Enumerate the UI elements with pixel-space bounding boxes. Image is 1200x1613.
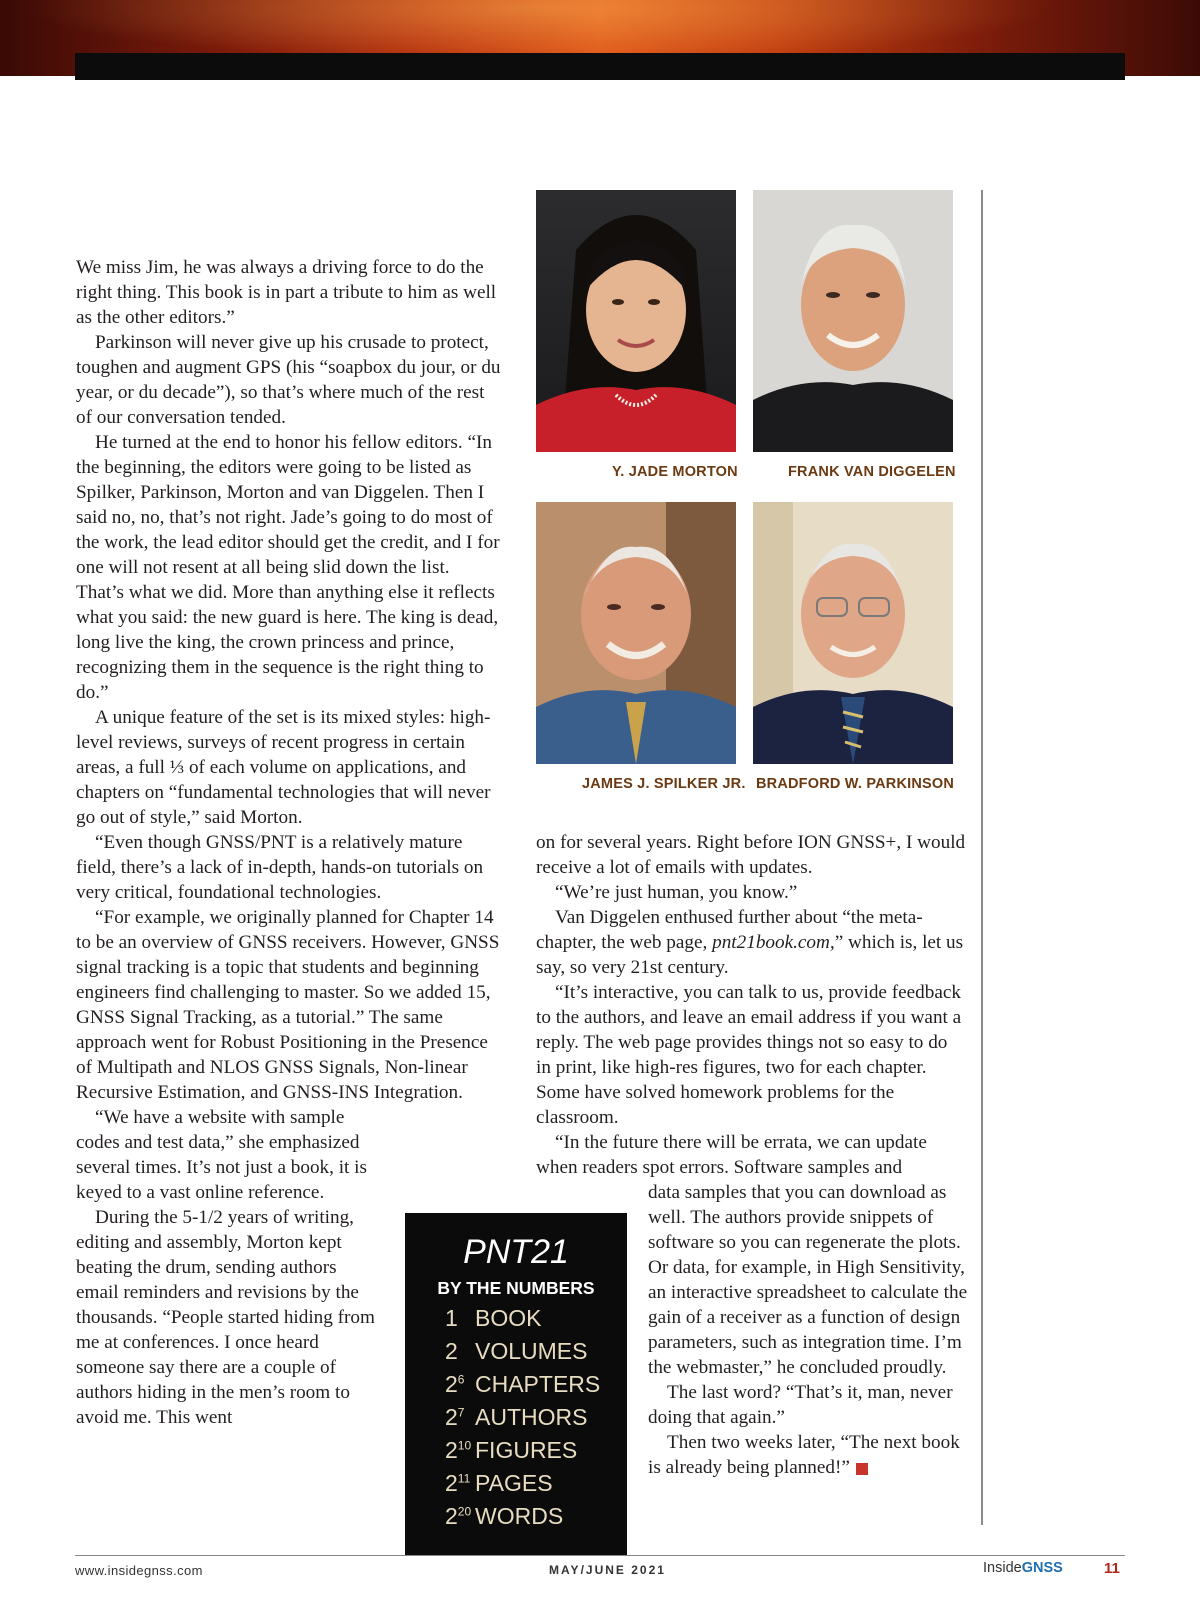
paragraph: data samples that you can download as well. The authors provide snippets of software so you can regenerate the plots. Or data, for example, in High Sensitivity, an interactive spreadsheet to calculate the gain of a receiver as a function of design parameters, such as integration time. I’m the webmaster,” he concluded proudly.	[648, 1182, 968, 1378]
pnt21-numbers-box	[405, 1213, 627, 1555]
paragraph: “We’re just human, you know.”	[555, 882, 798, 903]
article-column-3	[648, 1180, 968, 1480]
page-number: 11	[1104, 1560, 1120, 1577]
stat-exponent: 20	[457, 1504, 472, 1519]
paragraph: Parkinson will never give up his crusade to protect, toughen and augment GPS (his “soapbox du jour, or du year, or du decade”), so that’s where much of the rest of our conversation tended.	[76, 332, 501, 428]
photo-parkinson	[753, 502, 953, 764]
stat-base: 2	[445, 1338, 458, 1364]
stat-chapters	[445, 1371, 600, 1398]
stat-label: PAGES	[475, 1470, 553, 1496]
stat-label: VOLUMES	[475, 1338, 588, 1364]
stat-exponent: 6	[457, 1372, 465, 1387]
photo-van-diggelen	[753, 190, 953, 452]
photo-morton	[536, 190, 736, 452]
caption-parkinson: BRADFORD W. PARKINSON	[756, 776, 955, 792]
paragraph-text: Van Diggelen enthused further about “the meta-chapter, the web page,	[536, 907, 923, 953]
box-title: PNT21	[463, 1233, 569, 1271]
stat-base: 2	[445, 1371, 458, 1397]
caption-morton: Y. JADE MORTON	[612, 464, 738, 480]
stat-exponent: 7	[457, 1405, 465, 1420]
stat-label: FIGURES	[475, 1437, 578, 1463]
box-subtitle: BY THE NUMBERS	[437, 1278, 595, 1298]
paragraph: The last word? “That’s it, man, never doing that again.”	[648, 1382, 953, 1428]
article-column-2	[536, 830, 966, 1180]
paragraph: A unique feature of the set is its mixed styles: high-level reviews, surveys of recent progress in certain areas, a full ⅓ of each volume on applications, and chapters on “fundamental technologies that will never go out of style,” said Morton.	[76, 707, 491, 828]
footer-url[interactable]: www.insidegnss.com	[75, 1563, 203, 1578]
paragraph: “For example, we originally planned for Chapter 14 to be an overview of GNSS receivers. However, GNSS signal tracking is a topic that students and beginning engineers find challenging to master. So we added 15, GNSS Signal Tracking, as a tutorial.” The same approach went for Robust Positioning in the Presence of Multipath and NLOS GNSS Signals, Non-linear Recursive Estimation, and GNSS-INS Integration.	[76, 907, 500, 1103]
footer-issue-date: MAY/JUNE 2021	[549, 1563, 666, 1577]
paragraph: “In the future there will be errata, we can update when readers spot errors. Software samples and	[536, 1132, 927, 1178]
footer-brand-logo	[983, 1560, 1063, 1576]
paragraph: “We have a website with sample codes and test data,” she emphasized several times. It’s not just a book, it is keyed to a vast online reference.	[76, 1107, 367, 1203]
stat-label: CHAPTERS	[475, 1371, 601, 1397]
stat-base: 2	[445, 1503, 458, 1529]
paragraph: on for several years. Right before ION GNSS+, I would receive a lot of emails with updates.	[536, 832, 966, 878]
paragraph: He turned at the end to honor his fellow editors. “In the beginning, the editors were going to be listed as Spilker, Parkinson, Morton and van Diggelen. Then I said no, no, that’s not right. Jade’s going to do most of the work, the lead editor should get the credit, and I for one will not resent at all being slid down the list. That’s what we did. More than anything else it reflects what you said: the new guard is here. The king is dead, long live the king, the crown princess and prince, recognizing them in the sequence is the right thing to do.”	[76, 432, 500, 703]
paragraph: We miss Jim, he was always a driving force to do the right thing. This book is in part a tribute to him as well as the other editors.”	[76, 257, 497, 328]
stat-exponent: 11	[457, 1471, 471, 1486]
footer-rule	[75, 1555, 1125, 1556]
paragraph: “Even though GNSS/PNT is a relatively mature field, there’s a lack of in-depth, hands-on tutorials on very critical, foundational technologies.	[76, 832, 484, 903]
stat-words	[445, 1503, 563, 1530]
stat-pages	[445, 1470, 553, 1497]
stat-base: 2	[445, 1404, 458, 1430]
paragraph	[648, 1430, 968, 1480]
stat-book	[445, 1305, 541, 1332]
header-black-bar	[75, 53, 1125, 80]
caption-spilker: JAMES J. SPILKER JR.	[582, 776, 746, 792]
stat-base: 1	[445, 1305, 458, 1331]
website-link[interactable]: pnt21book.com,	[712, 932, 835, 953]
stat-authors	[445, 1404, 587, 1431]
stat-label: WORDS	[475, 1503, 564, 1529]
end-mark-icon: IG	[856, 1463, 868, 1475]
brand-part: Inside	[983, 1560, 1022, 1576]
paragraph-text: Then two weeks later, “The next book is already being planned!”	[648, 1432, 960, 1478]
paragraph	[536, 905, 966, 980]
stat-figures	[445, 1437, 577, 1464]
paragraph-text: ” which is, let us say, so very 21st century.	[536, 932, 964, 978]
brand-part: GNSS	[1021, 1560, 1063, 1576]
stat-exponent: 10	[457, 1438, 472, 1453]
column-rule	[981, 190, 983, 1525]
stat-label: BOOK	[475, 1305, 542, 1331]
stat-label: AUTHORS	[475, 1404, 588, 1430]
paragraph: During the 5-1/2 years of writing, editing and assembly, Morton kept beating the drum, sending authors email reminders and revisions by the thousands. “People started hiding from me at conferences. I once heard someone say there are a couple of authors hiding in the men’s room to avoid me. This went	[76, 1207, 375, 1428]
paragraph: “It’s interactive, you can talk to us, provide feedback to the authors, and leave an email address if you want a reply. The web page provides things not so easy to do in print, like high-res figures, two for each chapter. Some have solved homework problems for the classroom.	[536, 982, 962, 1128]
stat-base: 2	[445, 1470, 458, 1496]
stat-base: 2	[445, 1437, 458, 1463]
caption-van-diggelen: FRANK VAN DIGGELEN	[788, 464, 956, 480]
stat-volumes	[445, 1338, 587, 1365]
photo-spilker	[536, 502, 736, 764]
